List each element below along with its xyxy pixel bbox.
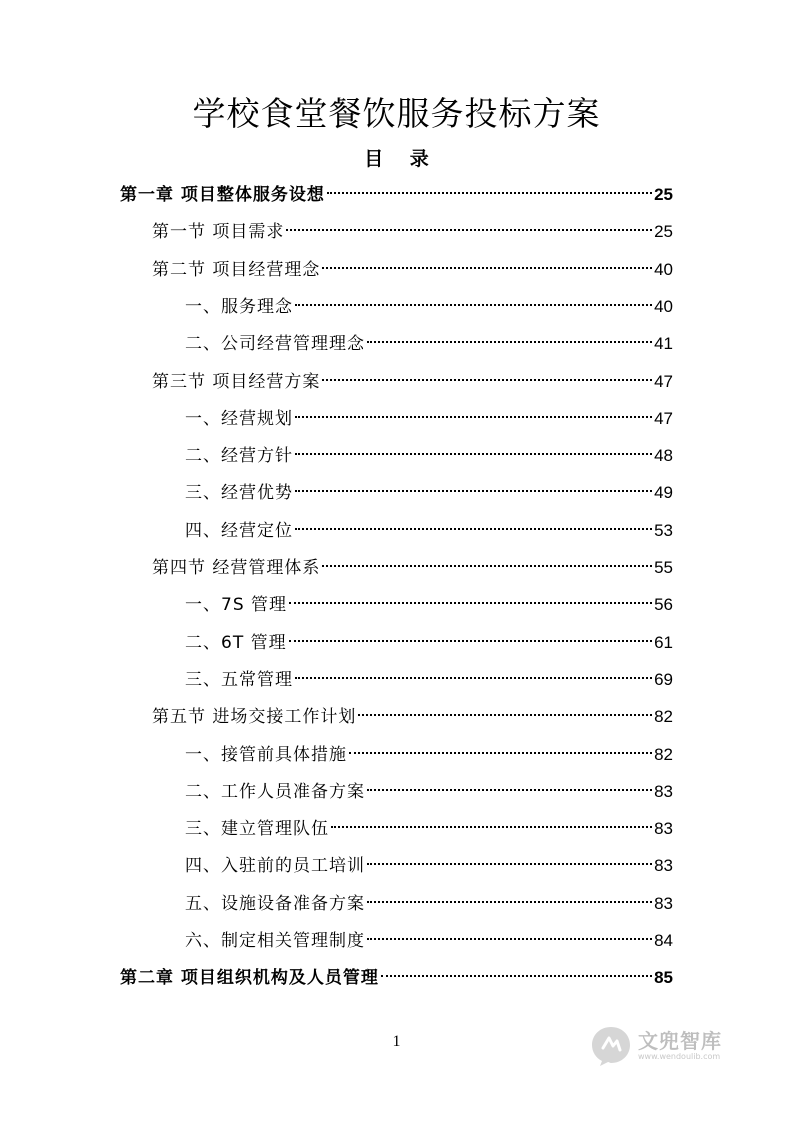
toc-dot-leader <box>327 192 652 194</box>
toc-heading: 目 录 <box>364 148 439 170</box>
toc-entry-page: 40 <box>654 296 673 316</box>
toc-dot-leader <box>367 901 652 903</box>
toc-entry-label: 三、建立管理队伍 <box>185 819 329 840</box>
toc-entry-label: 二、工作人员准备方案 <box>185 781 365 802</box>
toc-subsection-entry <box>185 740 673 770</box>
page-number: 1 <box>392 1033 401 1050</box>
toc-entry-page: 41 <box>654 334 673 354</box>
toc-entry-label: 一、7S 管理 <box>185 595 288 616</box>
toc-entry-label: 三、五常管理 <box>185 669 293 690</box>
toc-chapter-entry <box>120 963 673 993</box>
toc-dot-leader <box>331 826 652 828</box>
toc-entry-label: 第一节 项目需求 <box>152 222 285 243</box>
toc-entry-label: 四、经营定位 <box>185 520 293 541</box>
toc-entry-label: 第四节 经营管理体系 <box>152 558 321 578</box>
toc-entry-label: 二、6T 管理 <box>185 632 287 653</box>
watermark-subtext: www.wendoulib.com <box>638 1052 721 1061</box>
toc-entry-page: 47 <box>654 408 673 428</box>
toc-dot-leader <box>358 714 652 716</box>
toc-subsection-entry <box>185 814 673 844</box>
toc-dot-leader <box>295 304 652 306</box>
toc-section-entry <box>152 702 673 732</box>
toc-entry-page: 25 <box>654 222 673 242</box>
document-title: 学校食堂餐饮服务投标方案 <box>192 94 601 133</box>
toc-entry-label: 一、服务理念 <box>185 296 293 317</box>
toc-dot-leader <box>295 490 652 492</box>
toc-entry-label: 三、经营优势 <box>185 483 293 504</box>
toc-entry-page: 82 <box>654 707 673 727</box>
toc-entry-page: 25 <box>654 185 673 204</box>
toc-entry-label: 第一章 项目整体服务设想 <box>120 185 325 205</box>
toc-dot-leader <box>289 602 652 604</box>
toc-subsection-entry <box>185 628 673 658</box>
toc-entry-page: 47 <box>654 371 673 391</box>
toc-section-entry <box>152 255 673 285</box>
toc-chapter-entry <box>120 180 673 210</box>
toc-entry-page: 61 <box>654 632 673 652</box>
toc-subsection-entry <box>185 516 673 546</box>
toc-dot-leader <box>322 267 652 269</box>
toc-entry-label: 第三节 项目经营方案 <box>152 371 321 392</box>
toc-entry-page: 83 <box>654 819 673 839</box>
toc-entry-page: 53 <box>654 520 673 540</box>
toc-entry-label: 一、接管前具体措施 <box>185 744 347 765</box>
toc-entry-label: 第五节 进场交接工作计划 <box>152 707 357 728</box>
toc-entry-page: 83 <box>654 856 673 876</box>
toc-dot-leader <box>367 341 652 343</box>
toc-section-entry <box>152 553 673 583</box>
toc-entry-page: 83 <box>654 893 673 913</box>
toc-entry-page: 69 <box>654 669 673 689</box>
toc-entry-label: 六、制定相关管理制度 <box>185 931 365 951</box>
toc-entry-page: 83 <box>654 781 673 801</box>
toc-dot-leader <box>349 752 652 754</box>
toc-entry-page: 56 <box>654 595 673 615</box>
toc-dot-leader <box>322 379 652 381</box>
toc-dot-leader <box>295 416 652 418</box>
toc-dot-leader <box>286 229 652 231</box>
toc-subsection-entry <box>185 441 673 471</box>
toc-subsection-entry <box>185 926 673 956</box>
toc-subsection-entry <box>185 590 673 620</box>
toc-dot-leader <box>289 640 652 642</box>
toc-dot-leader <box>295 528 652 530</box>
toc-dot-leader <box>295 677 652 679</box>
toc-section-entry <box>152 217 673 247</box>
toc-entry-page: 49 <box>654 483 673 503</box>
toc-entry-label: 二、公司经营管理理念 <box>185 334 365 355</box>
toc-entry-page: 85 <box>654 968 673 988</box>
toc-entry-page: 40 <box>654 259 673 279</box>
toc-subsection-entry <box>185 777 673 807</box>
toc-entry-label: 五、设施设备准备方案 <box>185 893 365 914</box>
toc-entry-label: 四、入驻前的员工培训 <box>185 856 365 877</box>
toc-section-entry <box>152 367 673 397</box>
toc-dot-leader <box>367 789 652 791</box>
toc-entry-page: 84 <box>654 931 673 950</box>
toc-dot-leader <box>322 565 652 567</box>
toc-subsection-entry <box>185 851 673 881</box>
toc-subsection-entry <box>185 478 673 508</box>
toc-subsection-entry <box>185 404 673 434</box>
toc-dot-leader <box>367 938 652 940</box>
toc-entry-label: 二、经营方针 <box>185 446 293 467</box>
watermark-text: 文兜智库 <box>638 1029 722 1053</box>
toc-subsection-entry <box>185 329 673 359</box>
toc-dot-leader <box>295 453 652 455</box>
toc-entry-page: 48 <box>654 446 673 466</box>
toc-subsection-entry <box>185 292 673 322</box>
toc-subsection-entry <box>185 889 673 919</box>
toc-entry-label: 第二章 项目组织机构及人员管理 <box>120 968 379 989</box>
toc-dot-leader <box>367 863 652 865</box>
toc-entry-page: 55 <box>654 558 673 577</box>
watermark-logo-icon <box>588 1024 634 1068</box>
toc-subsection-entry <box>185 665 673 695</box>
toc-entry-page: 82 <box>654 744 673 764</box>
toc-entry-label: 一、经营规划 <box>185 408 293 429</box>
toc-entry-label: 第二节 项目经营理念 <box>152 259 321 280</box>
watermark <box>588 1024 758 1068</box>
toc-dot-leader <box>381 975 652 977</box>
